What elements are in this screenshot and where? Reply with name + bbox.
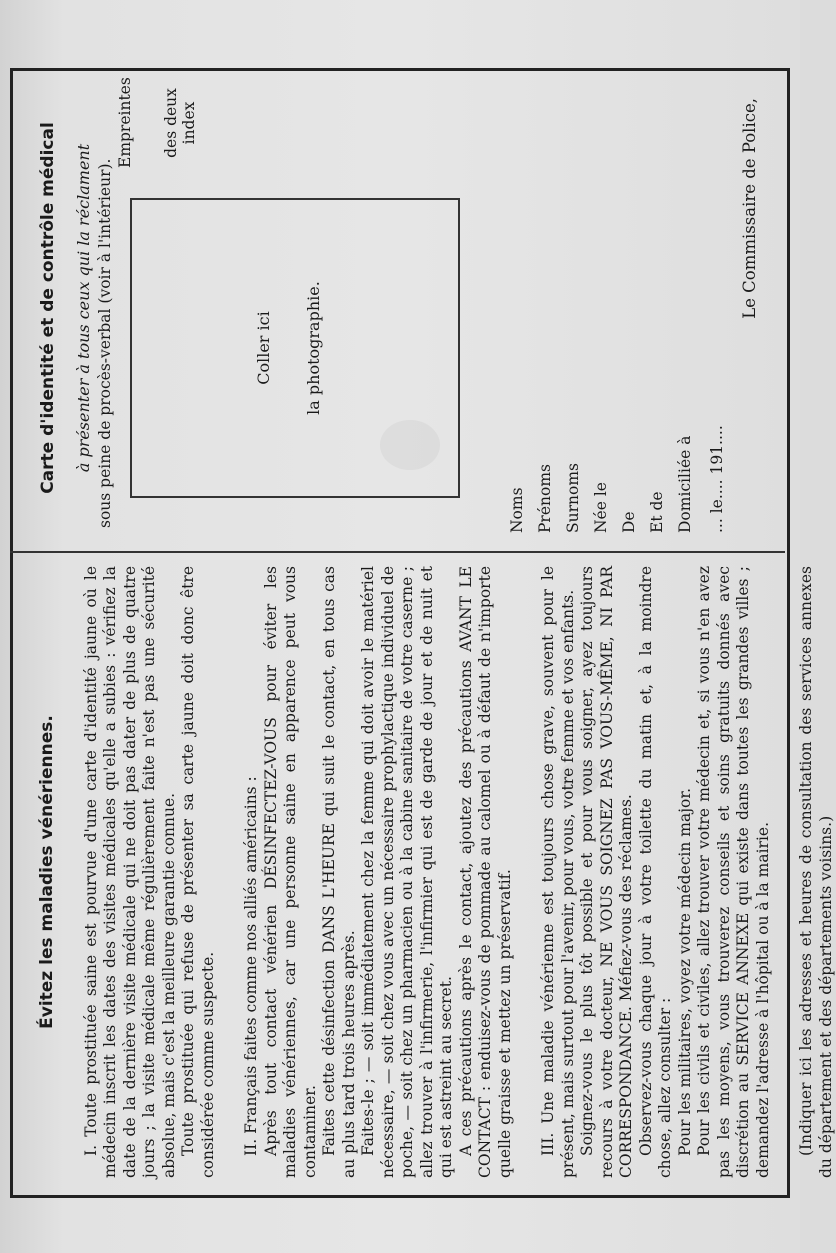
section2-para3: Faites-le ; — soit immédiatement chez la femme qui doit avoir le matériel nécessaire, — soit chez vous avec un nécessaire prophylactique individuel de poche, — soit chez un pharmacien ou à la cabine sanitaire de votre caserne ; allez trouver à l'infirmerie, l'infirmier qui est de garde de jour et de nuit et qui est astreint au secret. (359, 566, 455, 1178)
left-title: Évitez les maladies vénériennes. (37, 715, 57, 1029)
field-noms: Noms (508, 487, 526, 533)
section3-para1: III. Une maladie vénérienne est toujours chose grave, souvent pour le présent, mais surtout pour l'avenir, pour vous, votre femme et vos enfants. (539, 566, 577, 1178)
rotated-card (10, 68, 835, 1198)
section3-para4: Pour les militaires, voyez votre médecin major. (675, 787, 694, 1156)
field-prenoms: Prénoms (536, 464, 554, 533)
card-subtitle-penalty: sous peine de procès-verbal (voir à l'intérieur). (96, 158, 114, 528)
addresses-note: (Indiquer ici les adresses et heures de consultation des services annexes du département et des départements voisins.) (797, 566, 835, 1178)
right-panel (32, 78, 772, 538)
fingerprints-label-1: Empreintes (116, 77, 134, 168)
signature-line: Le Commissaire de Police, (740, 98, 759, 319)
field-domiciliee: Domiciliée à (676, 435, 694, 533)
field-de: De (620, 511, 638, 533)
section3-para2: Soignez-vous le plus tôt possible et pour vous soigner, ayez toujours recours à votre docteur, NE VOUS SOIGNEZ PAS VOUS-MÊME, NI PAR CORRESPONDANCE. Méfiez-vous des réclames. (578, 566, 635, 1178)
section2-para4: A ces précautions après le contact, ajoutez des précautions AVANT LE CONTACT : enduisez-vous de pommade au calomel ou à défaut de n'importe quelle graisse et mettez un préservatif. (456, 566, 514, 1178)
date-line: ... le.... 191.... (708, 425, 726, 533)
left-panel (32, 566, 835, 1178)
photo-label-1: Coller ici (254, 311, 273, 385)
section2-heading: II. Français faites comme nos alliés américains : (242, 776, 260, 1156)
field-nee-le: Née le (592, 482, 610, 533)
section3-para3: Observez-vous chaque jour à votre toilette du matin et, à la moindre chose, allez consulter : (636, 566, 674, 1178)
photo-box (130, 198, 460, 498)
fold-divider (10, 551, 785, 553)
field-et-de: Et de (648, 491, 666, 533)
section2-para1: Après tout contact vénérien DÉSINFECTEZ-VOUS pour éviter les maladies vénériennes, car une personne saine en apparence peut vous contaminer. (261, 566, 319, 1178)
section1-para1: I. Toute prostituée saine est pourvue d'une carte d'identité jaune où le médecin inscrit les dates des visites médicales qu'elle a subies : vérifiez la date de la dernière visite médicale qui ne doit pas dater de plus de quatre jours ; la visite médicale même régulièrement faite n'est pas une sécurité absolue, mais c'est la meilleure garantie connue. (81, 566, 178, 1178)
photo-label-2: la photographie. (304, 281, 323, 415)
card-title: Carte d'identité et de contrôle médical (38, 122, 58, 494)
field-surnoms: Surnoms (564, 463, 582, 533)
card-subtitle: à présenter à tous ceux qui la réclament (74, 143, 93, 473)
section1-para2: Toute prostituée qui refuse de présenter sa carte jaune doit donc être considérée comme suspecte. (179, 566, 217, 1178)
section2-para2: Faites cette désinfection DANS L'HEURE qui suit le contact, en tous cas au plus tard trois heures après. (320, 566, 358, 1178)
section3-para5: Pour les civils et civiles, allez trouver votre médecin et, si vous n'en avez pas les moyens, vous trouverez conseils et soins gratuits donnés avec discrétion au SERVICE ANNEXE qui existe dans toutes les grandes villes ; demandez l'adresse à l'hôpital ou à la mairie. (695, 566, 772, 1178)
fingerprints-label-2: des deux index (162, 88, 198, 158)
